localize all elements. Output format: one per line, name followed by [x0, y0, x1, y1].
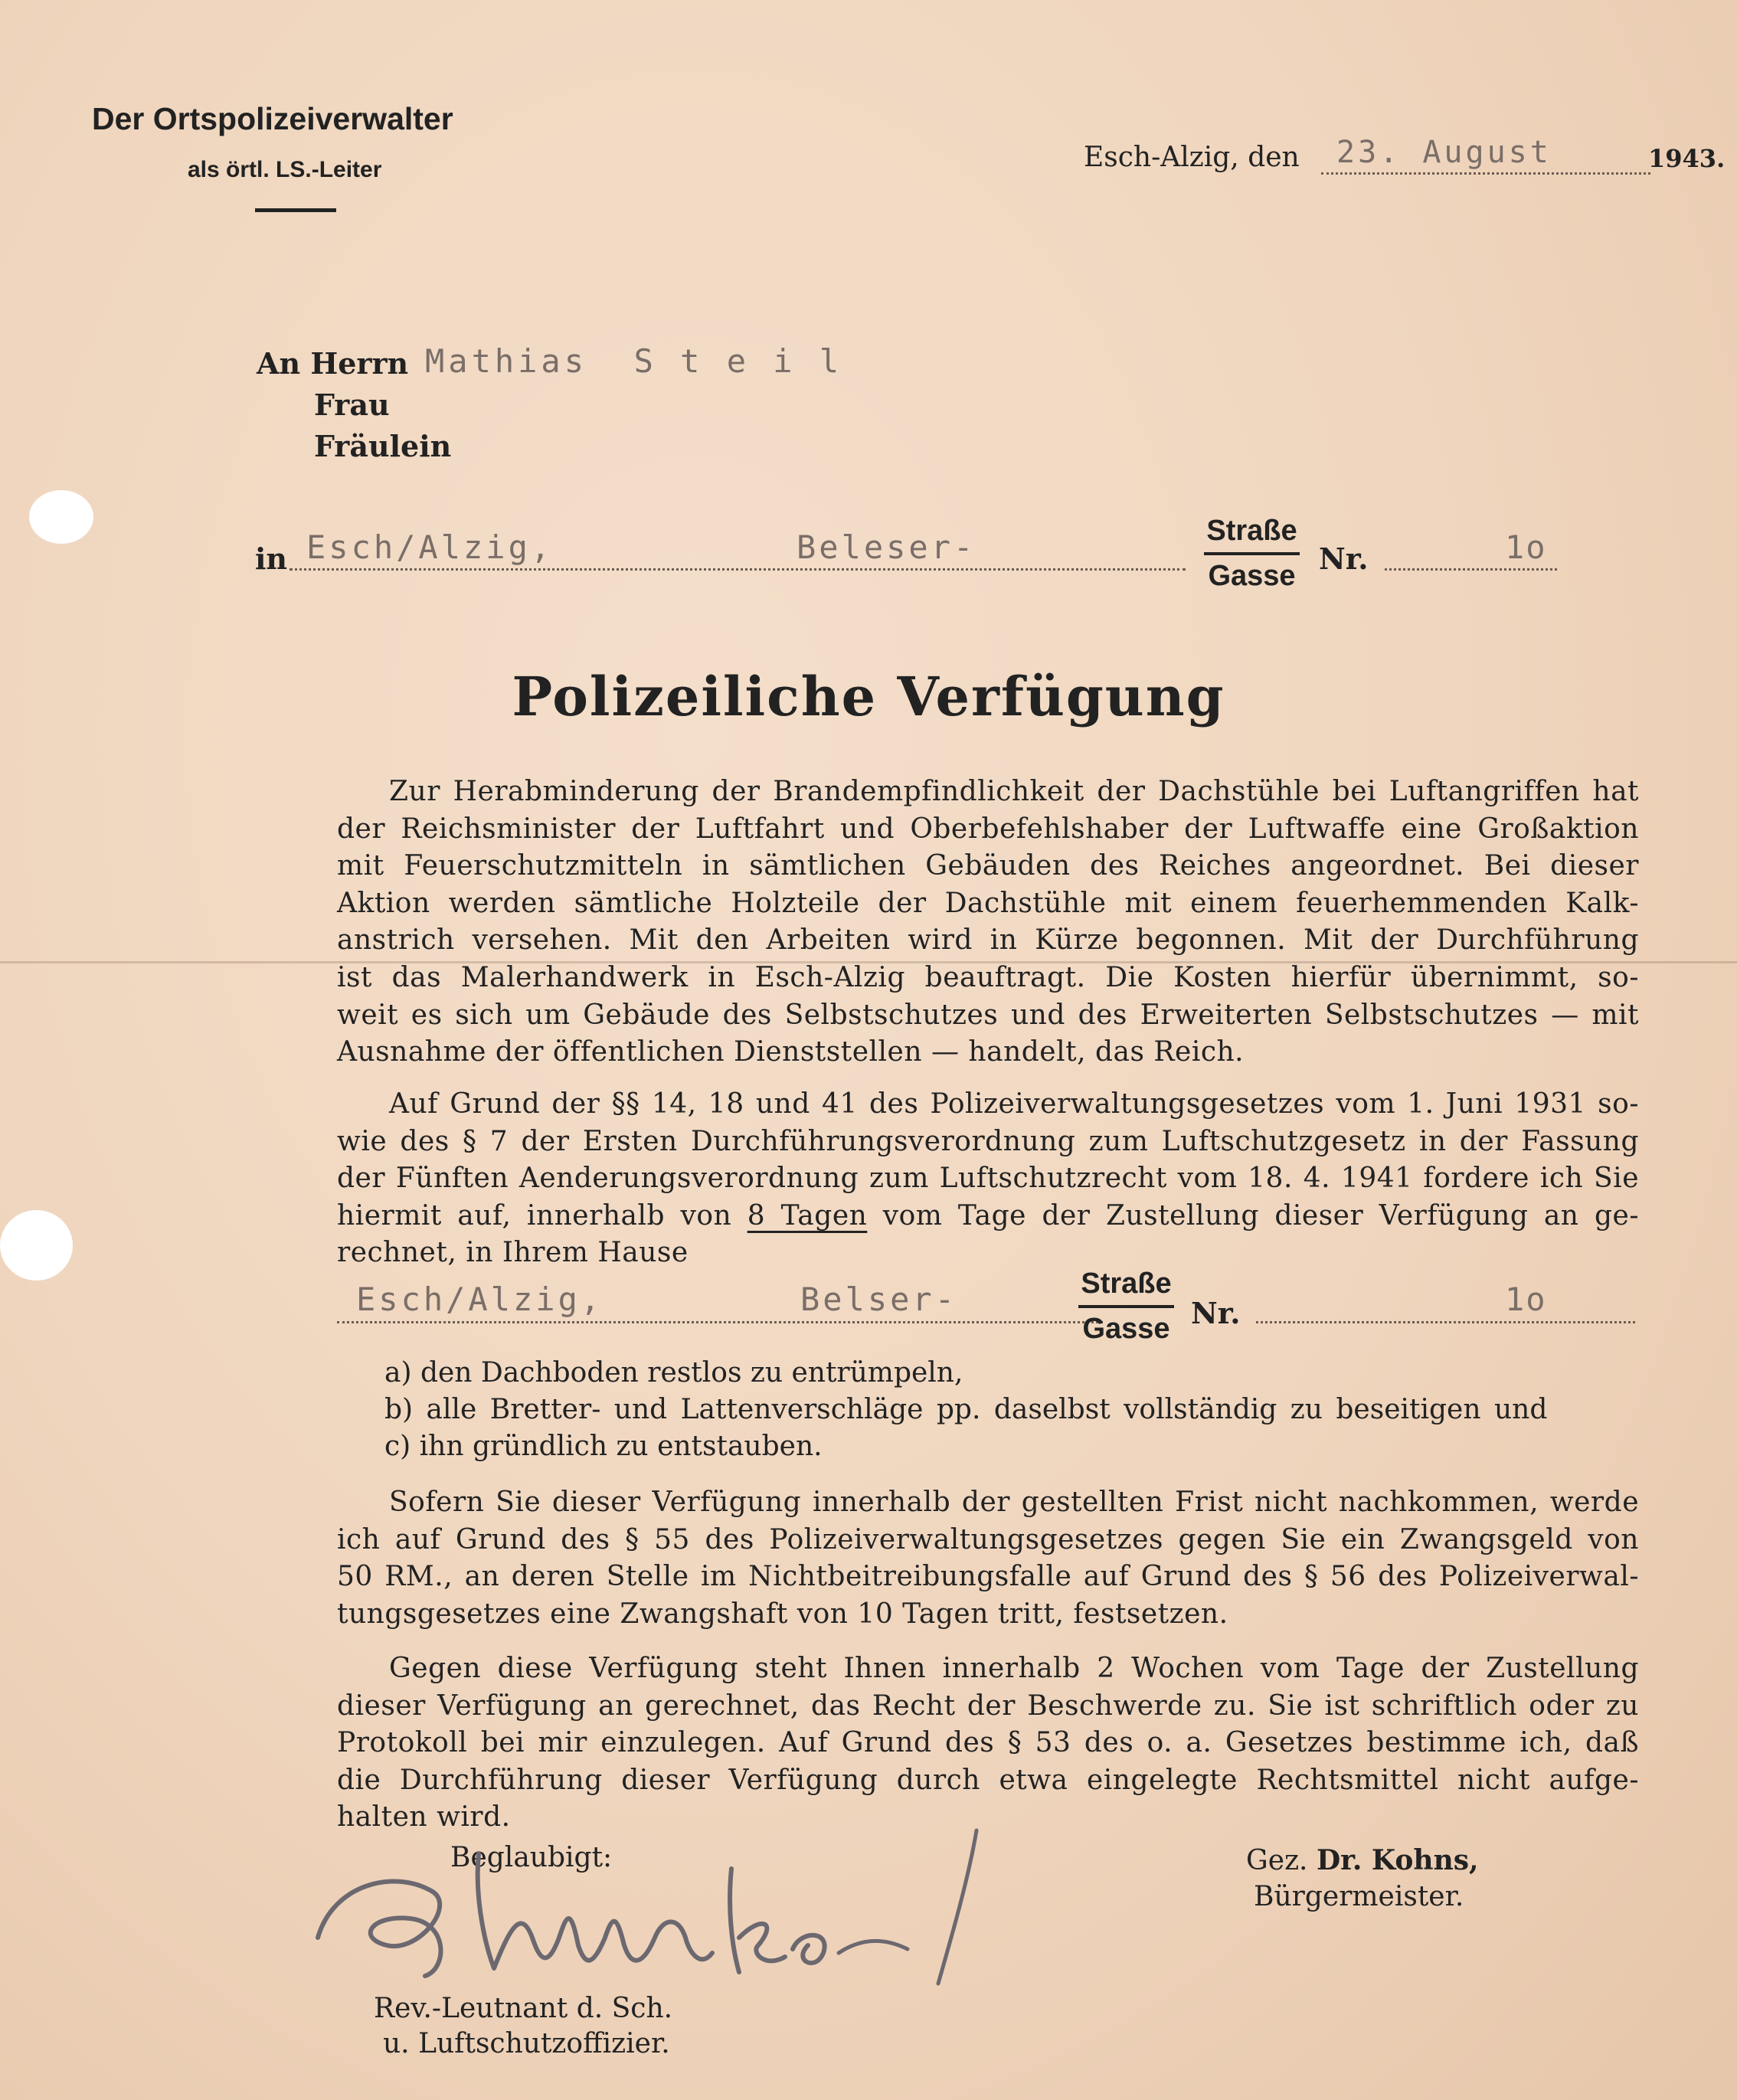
paragraph-line: 50 RM., an deren Stelle im Nichtbeitreibungsfalle auf Grund des § 56 des Polizeiverwal- [337, 1561, 1639, 1593]
recipient-town: Esch/Alzig, [306, 528, 554, 566]
paragraph-line: Auf Grund der §§ 14, 18 und 41 des Polizeiverwaltungsgesetzes vom 1. Juni 1931 so- [389, 1088, 1639, 1120]
year: 1943. [1648, 144, 1726, 173]
paragraph-line: Sofern Sie dieser Verfügung innerhalb der gestellten Frist nicht nachkommen, werde [389, 1487, 1639, 1518]
paragraph-line: halten wird. [337, 1801, 511, 1833]
nr-label: Nr. [1319, 541, 1369, 576]
lane-label: Gasse [1208, 560, 1296, 592]
recipient-street: Beleser- [797, 528, 976, 566]
house-lane-label: Gasse [1082, 1313, 1170, 1345]
fraction-bar [1078, 1305, 1174, 1308]
paragraph-line: rechnet, in Ihrem Hause [337, 1237, 689, 1269]
paragraph-line: Gegen diese Verfügung steht Ihnen innerhalb 2 Wochen vom Tage der Zustellung [389, 1653, 1639, 1684]
paragraph-line: wie des § 7 der Ersten Durchführungsverordnung zum Luftschutzgesetz in der Fassung [337, 1125, 1639, 1157]
deadline-8-tagen: 8 Tagen [747, 1199, 868, 1232]
paragraph-segment: hiermit auf, innerhalb von [337, 1199, 732, 1232]
authority-title: Der Ortspolizeiverwalter [92, 101, 453, 136]
salutation-fraeulein: Fräulein [314, 429, 452, 463]
list-item: b) alle Bretter- und Lattenverschläge pp. daselbst vollständig zu beseitigen und [384, 1394, 1548, 1425]
paragraph-line: ich auf Grund des § 55 des Polizeiverwaltungsgesetzes gegen Sie ein Zwangsgeld von [337, 1523, 1639, 1555]
paragraph-line: Aktion werden sämtliche Holzteile der Dachstühle mit einem feuerhemmenden Kalk- [337, 887, 1639, 919]
mayor-name: Dr. Kohns, [1316, 1844, 1479, 1876]
street-lane-fraction [1204, 515, 1300, 593]
gez-label: Gez. [1246, 1845, 1308, 1876]
paragraph-line: Protokoll bei mir einzulegen. Auf Grund des § 53 des o. a. Gesetzes bestimme ich, daß [337, 1727, 1639, 1759]
paragraph-line: dieser Verfügung an gerechnet, das Recht der Beschwerde zu. Sie ist schriftlich oder zu [337, 1689, 1639, 1722]
recipient-number: 1o [1505, 528, 1547, 566]
punch-hole-top [29, 490, 93, 544]
paragraph-line: mit Feuerschutzmitteln in sämtlichen Gebäuden des Reiches angeordnet. Bei dieser [337, 850, 1639, 882]
house-nr-label: Nr. [1191, 1296, 1241, 1330]
paragraph-line [337, 1198, 1639, 1235]
certified-label: Beglaubigt: [450, 1842, 613, 1873]
paragraph-3 [337, 1484, 1639, 1633]
document-title: Polizeiliche Verfügung [512, 665, 1225, 728]
paragraph-line: der Fünften Aenderungsverordnung zum Luftschutzrecht vom 18. 4. 1941 fordere ich Sie [337, 1163, 1639, 1195]
list-item: c) ihn gründlich zu entstauben. [384, 1431, 823, 1462]
house-street-label: Straße [1081, 1268, 1172, 1300]
in-label: in [255, 541, 288, 576]
paragraph-line: der Reichsminister der Luftfahrt und Oberbefehlshaber der Luftwaffe eine Großaktion [337, 813, 1639, 845]
house-number-line [1256, 1321, 1635, 1323]
recipient-name: Mathias S t e i l [425, 342, 843, 380]
paragraph-2 [337, 1086, 1639, 1272]
paragraph-line: Zur Herabminderung der Brandempfindlichkeit der Dachstühle bei Luftangriffen hat [389, 776, 1639, 807]
list-item: a) den Dachboden restlos zu entrümpeln, [384, 1357, 963, 1389]
paragraph-line: anstrich versehen. Mit den Arbeiten wird in Kürze begonnen. Mit der Durchführung [337, 924, 1639, 957]
house-street: Belser- [800, 1281, 958, 1318]
paragraph-line: ist das Malerhandwerk in Esch-Alzig beauftragt. Die Kosten hierfür übernimmt, so- [337, 961, 1639, 993]
paragraph-line: Ausnahme der öffentlichen Dienststellen — handelt, das Reich. [337, 1036, 1245, 1068]
header-rule [255, 208, 336, 212]
handwritten-signature [303, 1823, 1114, 1999]
address-line [290, 568, 1186, 571]
number-line [1385, 568, 1557, 571]
paragraph-line: tungsgesetzes eine Zwangshaft von 10 Tagen tritt, festsetzen. [337, 1598, 1228, 1630]
salutation-frau: Frau [314, 388, 390, 422]
paragraph-line: weit es sich um Gebäude des Selbstschutzes und des Erweiterten Selbstschutzes — mit [337, 999, 1639, 1031]
mayor-title: Bürgermeister. [1254, 1881, 1464, 1912]
street-label: Straße [1206, 515, 1297, 547]
date-typed: 23. August [1336, 135, 1552, 170]
authority-subtitle: als örtl. LS.-Leiter [188, 157, 382, 182]
place-date-prefix: Esch-Alzig, den [1084, 142, 1300, 173]
paragraph-segment: vom Tage der Zustellung dieser Verfügung an ge- [882, 1199, 1639, 1232]
officer-title-1: Rev.-Leutnant d. Sch. [374, 1993, 673, 2024]
paragraph-4 [337, 1650, 1639, 1837]
house-number: 1o [1505, 1281, 1547, 1318]
fraction-bar [1204, 552, 1300, 555]
mayor-signature-line [1246, 1844, 1479, 1876]
paragraph-1 [337, 774, 1639, 1071]
salutation-herr: An Herrn [257, 346, 409, 381]
punch-hole-bottom [0, 1210, 73, 1281]
house-town: Esch/Alzig, [356, 1281, 604, 1318]
paragraph-line: die Durchführung dieser Verfügung durch etwa eingelegte Rechtsmittel nicht aufge- [337, 1764, 1639, 1796]
house-street-lane-fraction [1078, 1268, 1174, 1346]
house-address-line [337, 1321, 1103, 1323]
officer-title-2: u. Luftschutzoffizier. [383, 2028, 670, 2059]
date-line [1321, 172, 1650, 175]
